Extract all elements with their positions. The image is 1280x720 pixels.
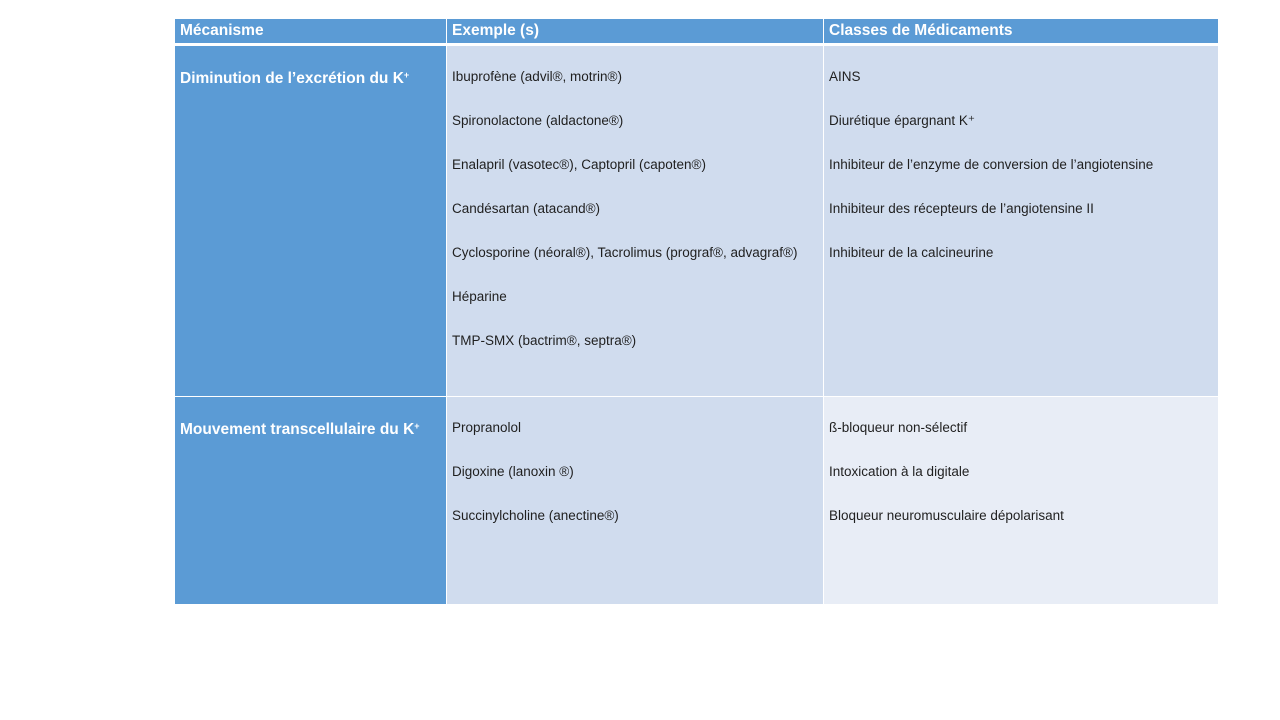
example-item: Candésartan (atacand®) <box>452 201 601 216</box>
class-item: Inhibiteur de l’enzyme de conversion de l’angiotensine <box>829 157 1154 172</box>
class-item: Diurétique épargnant K⁺ <box>829 113 975 128</box>
example-item: Cyclosporine (néoral®), Tacrolimus (prograf®, advagraf®) <box>452 245 798 260</box>
class-item: ß-bloqueur non-sélectif <box>829 420 968 435</box>
header-exemples: Exemple (s) <box>447 19 824 45</box>
table-row <box>175 45 1219 397</box>
mechanism-cell <box>175 45 447 397</box>
classes-cell <box>824 397 1219 605</box>
example-item: Digoxine (lanoxin ®) <box>452 464 574 479</box>
examples-cell <box>447 397 824 605</box>
classes-cell <box>824 45 1219 397</box>
table-header-row <box>175 19 1219 45</box>
example-item: Propranolol <box>452 420 522 435</box>
mechanism-superscript: + <box>403 70 410 80</box>
example-item: Spironolactone (aldactone®) <box>452 113 624 128</box>
header-mecanisme: Mécanisme <box>175 19 447 45</box>
header-classes: Classes de Médicaments <box>824 19 1219 45</box>
examples-cell <box>447 45 824 397</box>
mechanism-cell <box>175 397 447 605</box>
mechanism-label: Mouvement transcellulaire du K <box>180 421 415 438</box>
table-row <box>175 397 1219 605</box>
example-item: Héparine <box>452 289 507 304</box>
mechanism-superscript: + <box>414 421 420 431</box>
mechanism-label: Diminution de l’excrétion du K <box>180 70 404 87</box>
example-item: Ibuprofène (advil®, motrin®) <box>452 69 622 84</box>
class-item: Inhibiteur des récepteurs de l’angiotensine II <box>829 201 1094 216</box>
class-item: Intoxication à la digitale <box>829 464 970 479</box>
example-item: Succinylcholine (anectine®) <box>452 508 619 523</box>
class-item: AINS <box>829 69 861 84</box>
class-item: Bloqueur neuromusculaire dépolarisant <box>829 508 1064 523</box>
class-item: Inhibiteur de la calcineurine <box>829 245 994 260</box>
example-item: Enalapril (vasotec®), Captopril (capoten®) <box>452 157 707 172</box>
example-item: TMP-SMX (bactrim®, septra®) <box>452 333 637 348</box>
drug-table <box>174 18 1219 605</box>
